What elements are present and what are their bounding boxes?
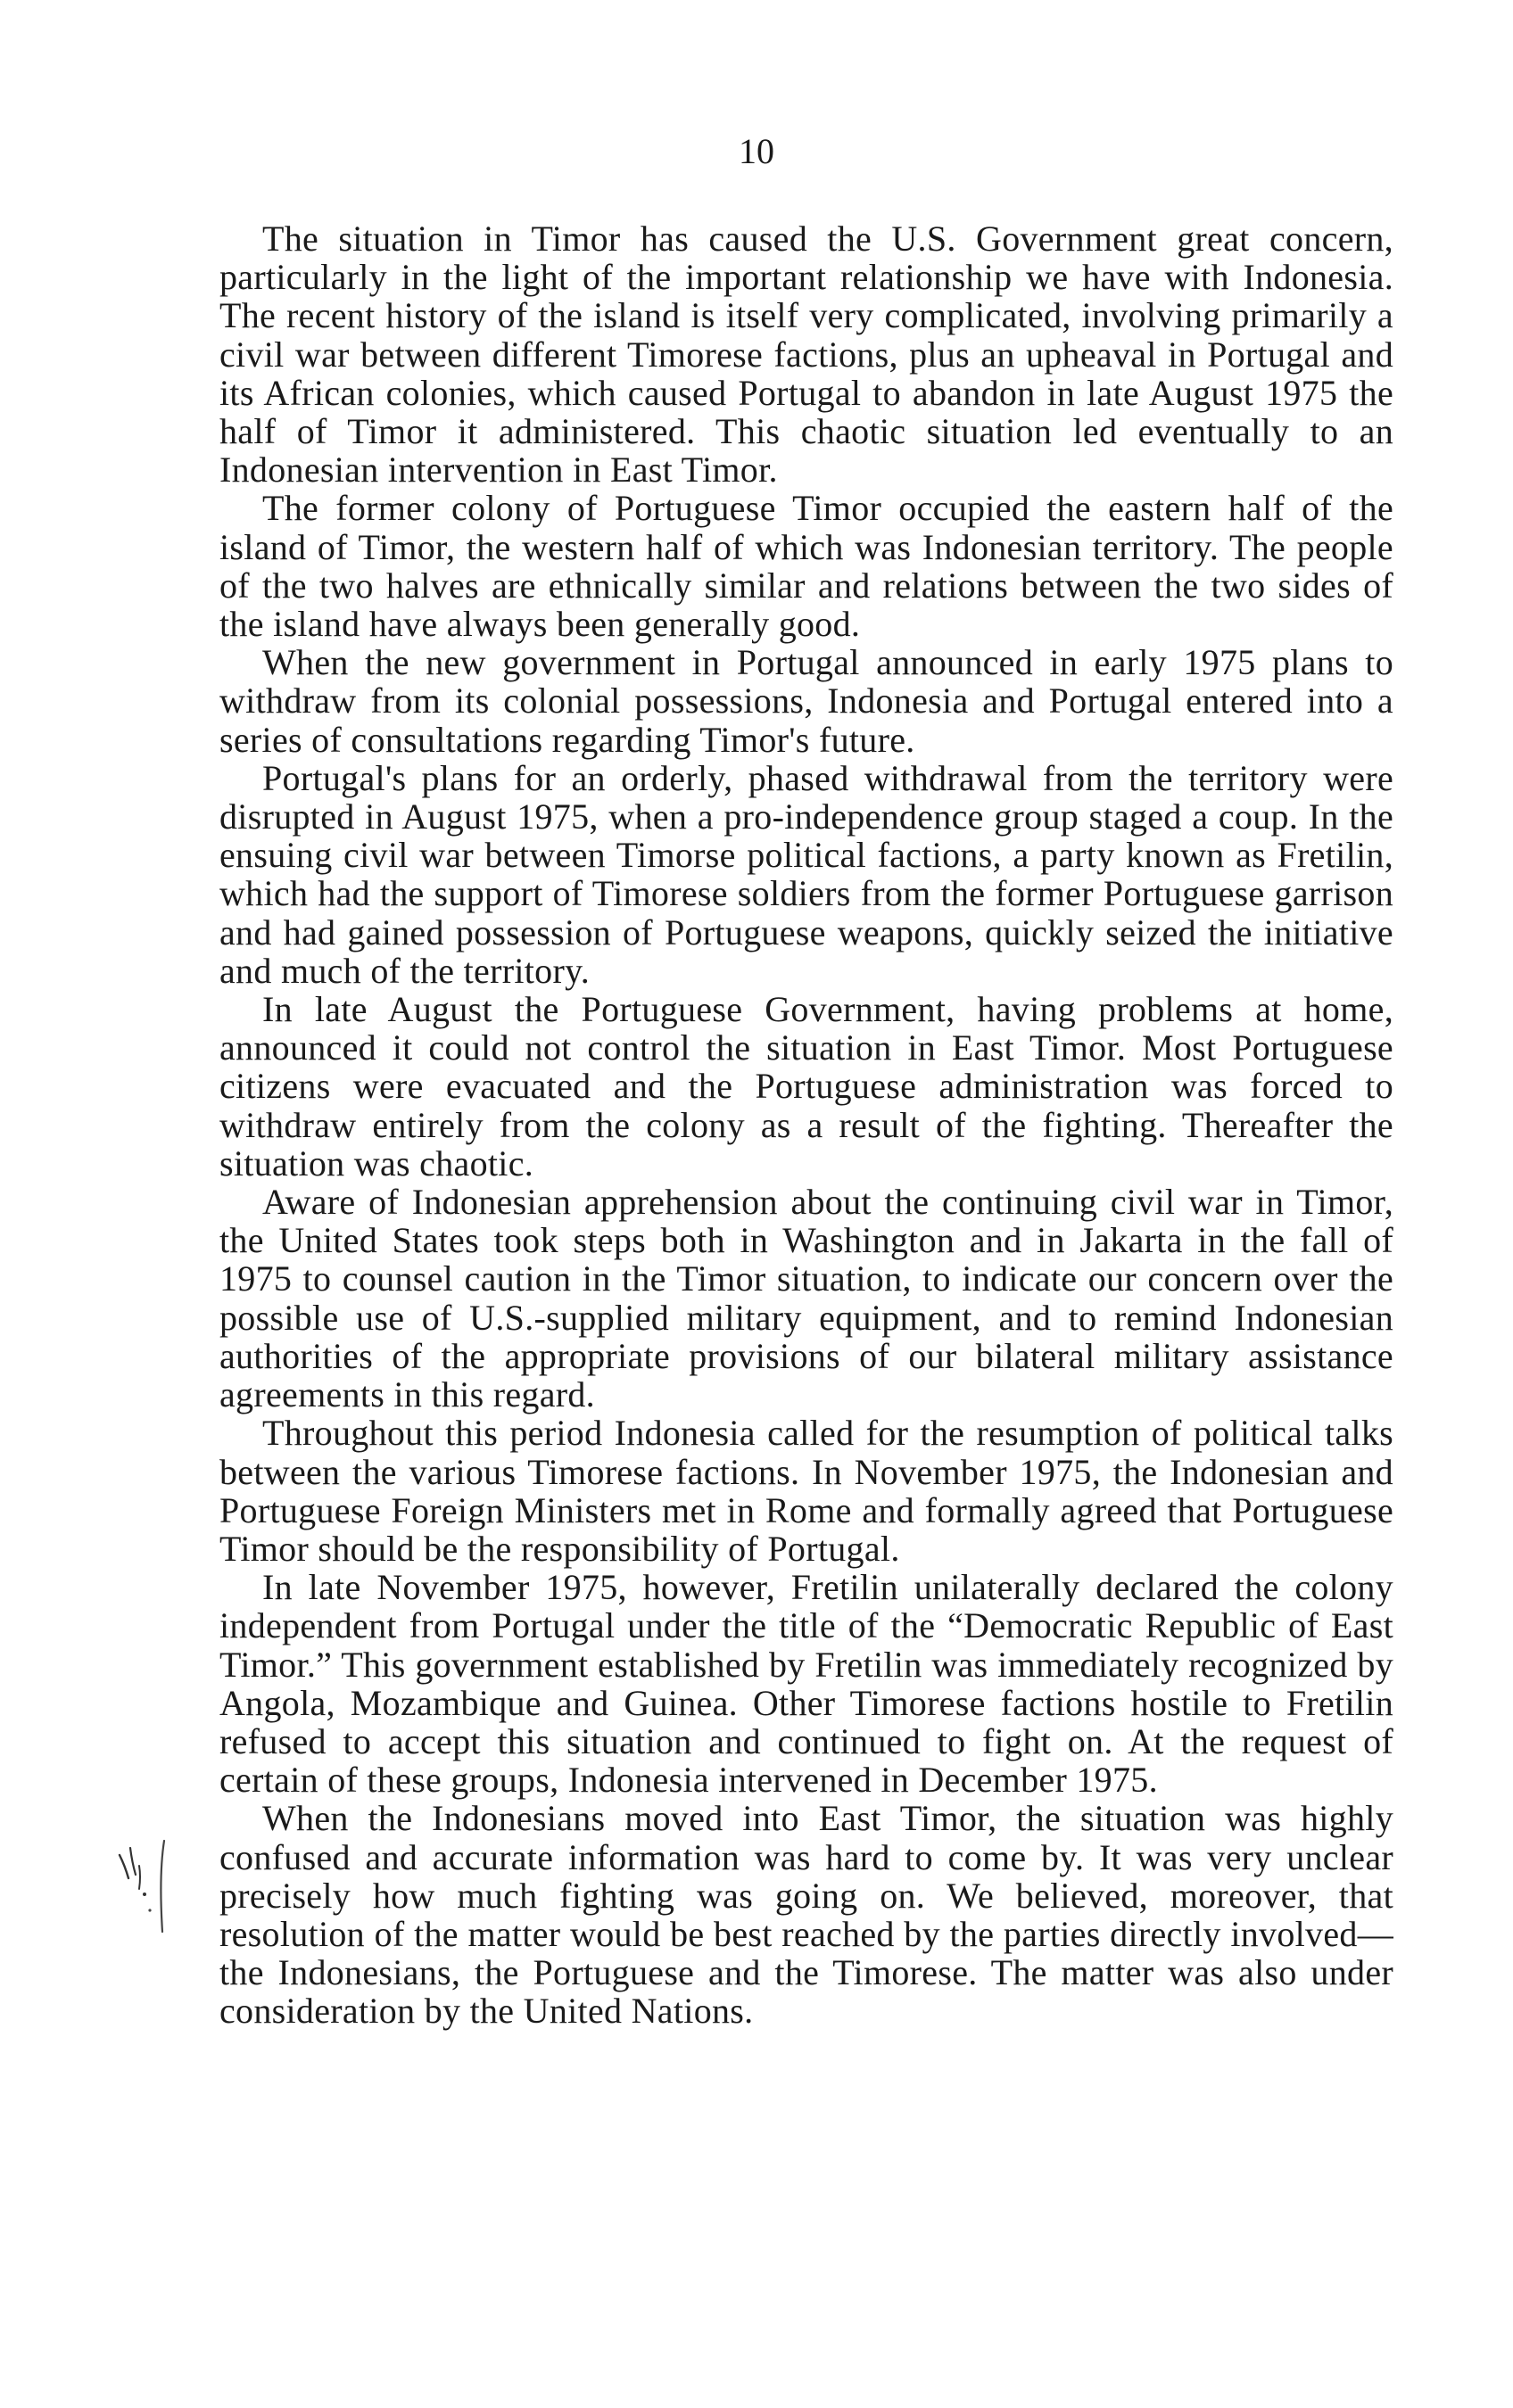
paragraph-5: In late August the Portuguese Government, having problems at home, announced it could not control the situation in East Timor. Most Portuguese citizens were evacuated and the Portuguese administration was forced to withdraw entirely from the colony as a result of the fighting. Thereafter the situation was chaotic. (219, 989, 1393, 1183)
paragraph-3: When the new government in Portugal announced in early 1975 plans to withdraw from its colonial possessions, Indonesia and Portugal entered into a series of consultations regarding Timor's future. (219, 642, 1393, 760)
paragraph-1: The situation in Timor has caused the U.S. Government great concern, particularly in the light of the important relationship we have with Indonesia. The recent history of the island is itself very complicated, involving primarily a civil war between different Timorese factions, plus an upheaval in Portugal and its African colonies, which caused Portugal to abandon in late August 1975 the half of Timor it administered. This chaotic situation led eventually to an Indonesian intervention in East Timor. (219, 219, 1393, 491)
paragraph-9: When the Indonesians moved into East Timor, the situation was highly confused and accurate information was hard to come by. It was very unclear precisely how much fighting was going on. We believed, moreover, that resolution of the matter would be best reached by the parties directly involved—the Indonesians, the Portuguese and the Timorese. The matter was also under consideration by the United Nations. (219, 1798, 1393, 2032)
page-number: 10 (739, 131, 774, 171)
paragraph-7: Throughout this period Indonesia called for the resumption of political talks between the various Timorese factions. In November 1975, the Indonesian and Portuguese Foreign Ministers met in Rome and formally agreed that Portuguese Timor should be the responsibility of Portugal. (219, 1413, 1393, 1569)
paragraph-6: Aware of Indonesian apprehension about the continuing civil war in Timor, the United States took steps both in Washington and in Jakarta in the fall of 1975 to counsel caution in the Timor situation, to indicate our concern over the possible use of U.S.-supplied military equipment, and to remind Indonesian authorities of the appropriate provisions of our bilateral military assistance agreements in this regard. (219, 1182, 1393, 1415)
paragraph-8: In late November 1975, however, Fretilin unilaterally declared the colony independent from Portugal under the title of the “Democratic Republic of East Timor.” This government established by Fretilin was immediately recognized by Angola, Mozambique and Guinea. Other Timorese factions hostile to Fretilin refused to accept this situation and continued to fight on. At the request of certain of these groups, Indonesia intervened in December 1975. (219, 1567, 1393, 1801)
handwritten-margin-mark (112, 1839, 184, 1937)
paragraph-4: Portugal's plans for an orderly, phased withdrawal from the territory were disrupted in August 1975, when a pro-independence group staged a coup. In the ensuing civil war between Timorse political factions, a party known as Fretilin, which had the support of Timorese soldiers from the former Portuguese garrison and had gained possession of Portuguese weapons, quickly seized the initiative and much of the territory. (219, 757, 1393, 991)
body-text (219, 219, 1393, 2031)
paragraph-2: The former colony of Portuguese Timor occupied the eastern half of the island of Timor, the western half of which was Indonesian territory. The people of the two halves are ethnically similar and relations between the two sides of the island have always been generally good. (219, 488, 1393, 645)
